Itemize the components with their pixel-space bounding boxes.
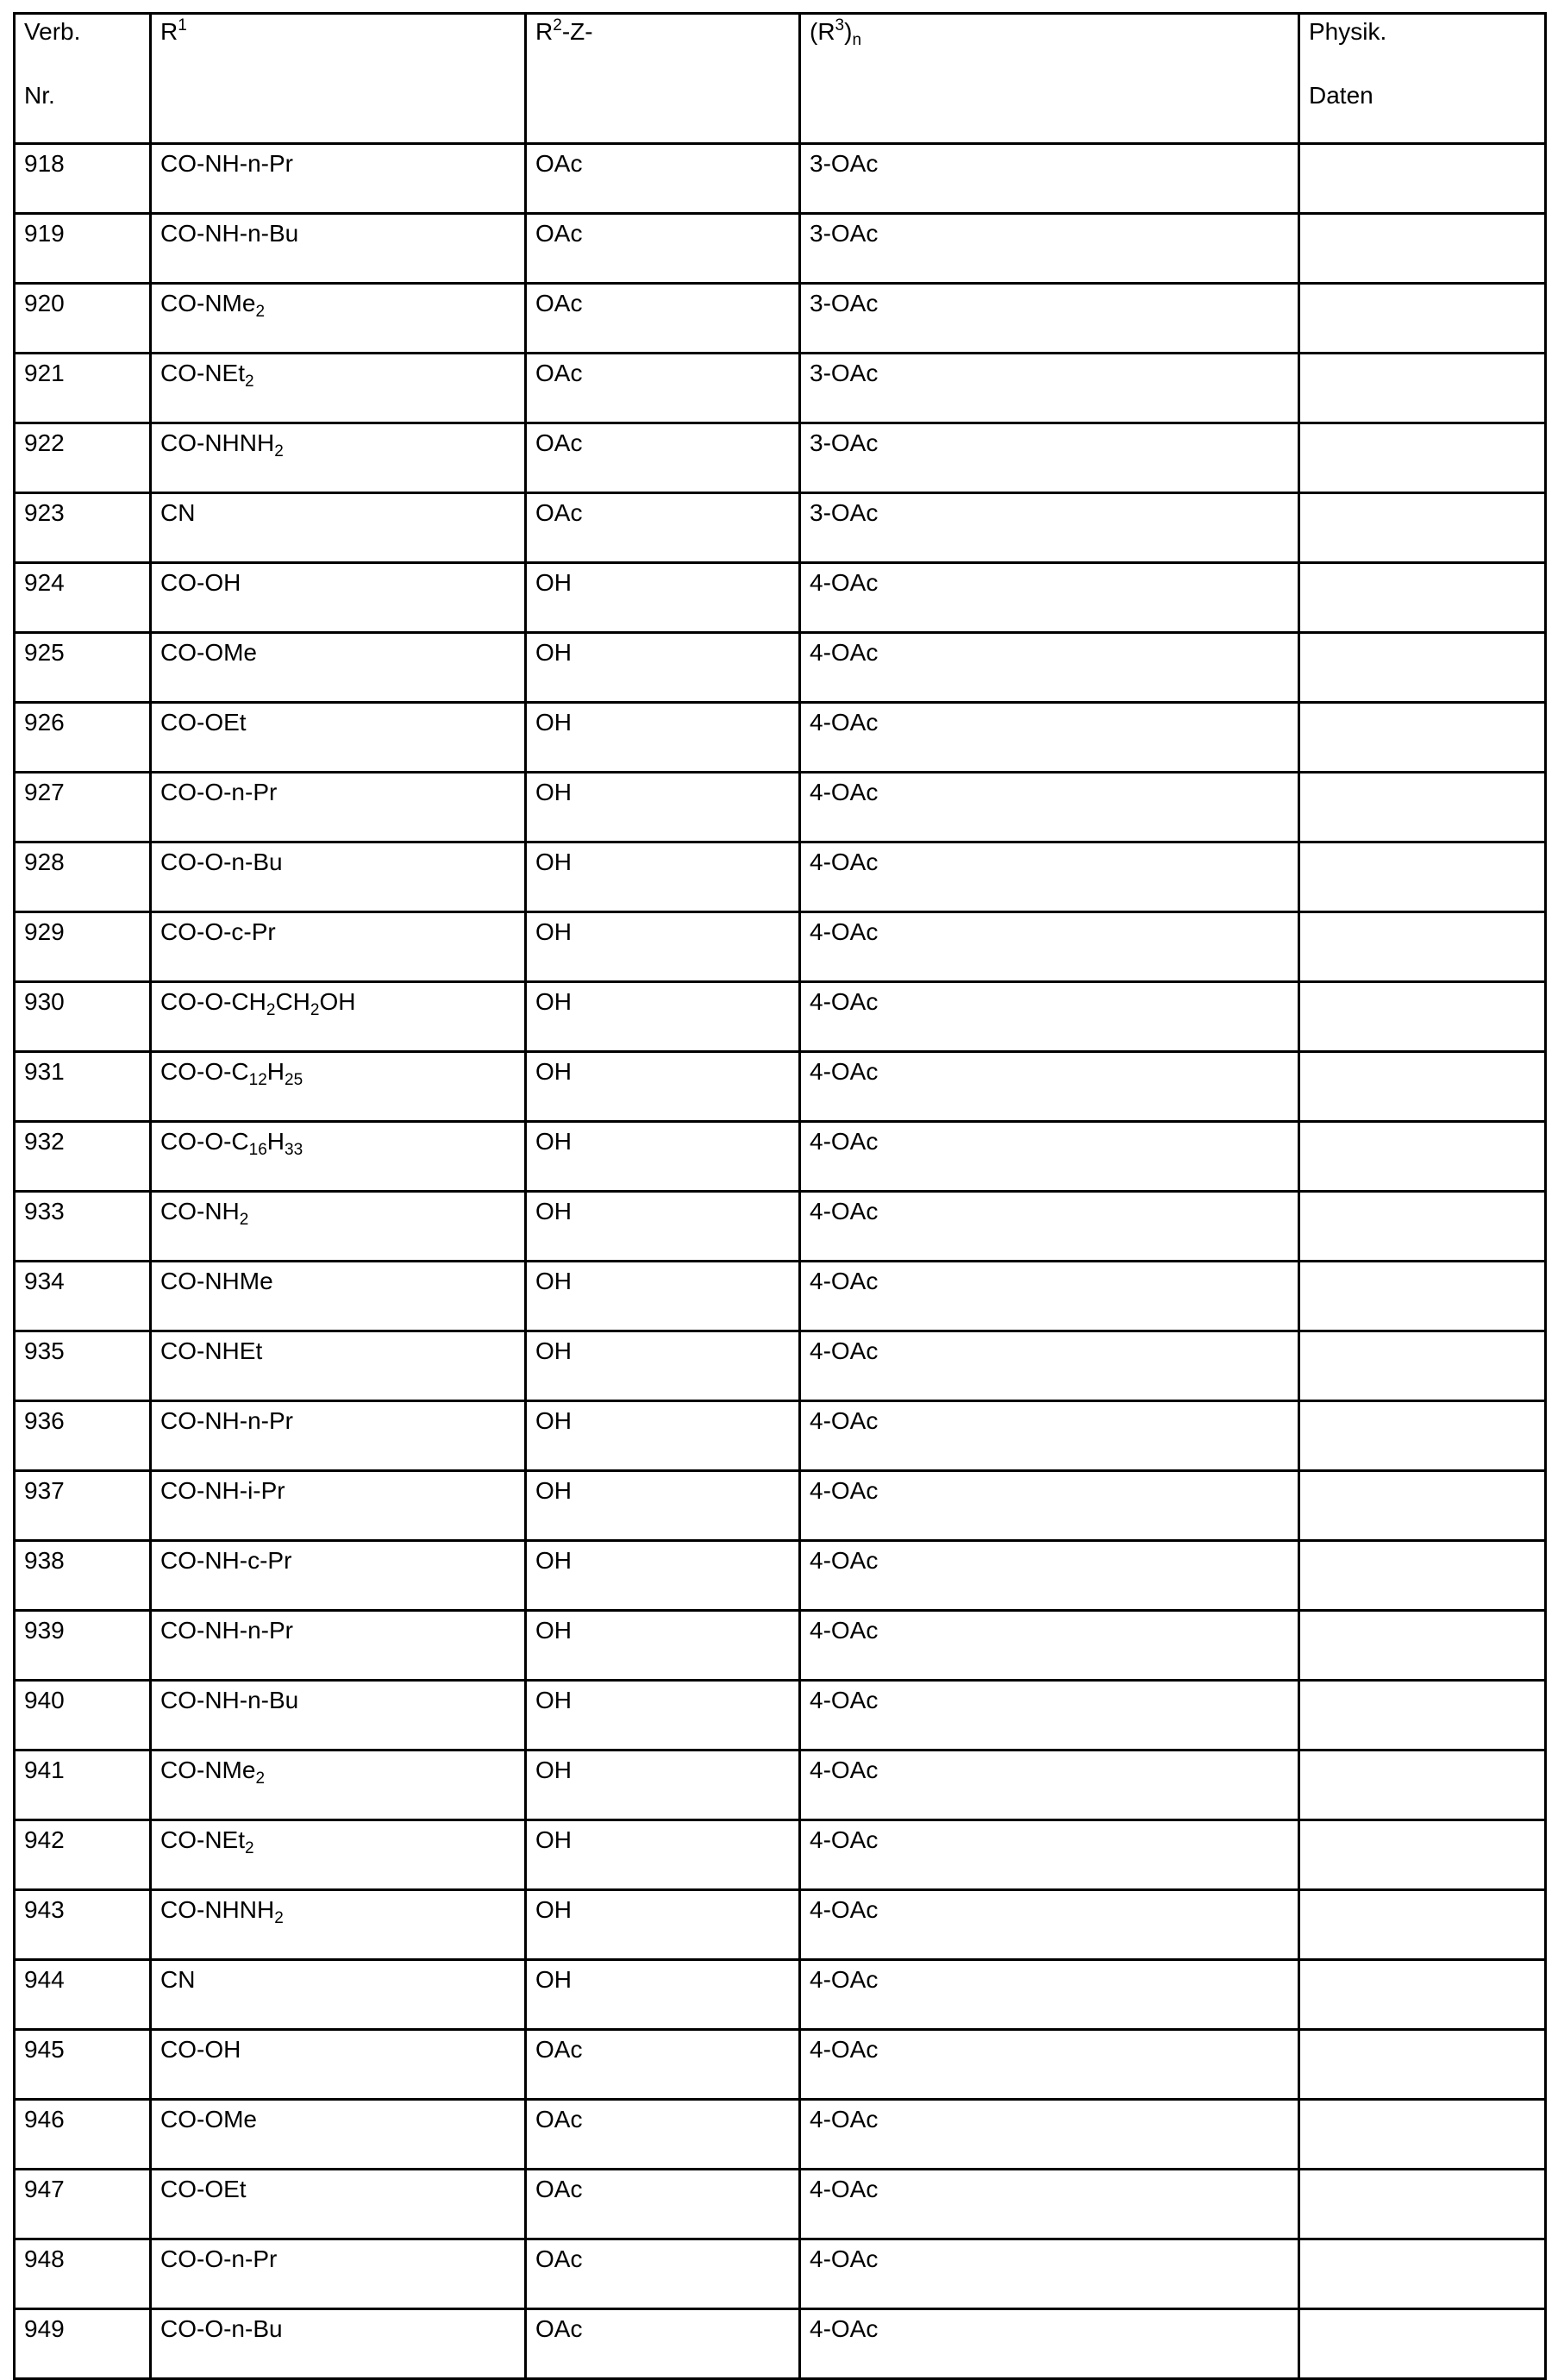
r1-text: CO-O-CH — [160, 988, 266, 1015]
cell-r2-z: OH — [526, 1262, 800, 1331]
table-row — [15, 2239, 1546, 2309]
cell-r3-n: 3-OAc — [800, 493, 1299, 563]
r1-text: CO-NH-n-Bu — [160, 220, 299, 247]
cell-physik-daten — [1299, 633, 1546, 703]
table-row — [15, 1262, 1546, 1331]
cell-r3-n: 4-OAc — [800, 1611, 1299, 1681]
r1-text: CO-NMe — [160, 290, 256, 316]
cell-r1 — [151, 1122, 526, 1192]
cell-r2-z: OAc — [526, 214, 800, 284]
cell-r3-n: 4-OAc — [800, 1541, 1299, 1611]
table-row — [15, 354, 1546, 423]
cell-physik-daten — [1299, 423, 1546, 493]
cell-r1 — [151, 1262, 526, 1331]
r1-text: CO-O-n-Bu — [160, 849, 283, 875]
r1-text: CO-NH — [160, 1198, 240, 1224]
table-row — [15, 842, 1546, 912]
cell-r1 — [151, 1541, 526, 1611]
cell-r1 — [151, 982, 526, 1052]
cell-physik-daten — [1299, 1262, 1546, 1331]
cell-physik-daten — [1299, 2170, 1546, 2239]
cell-verb-nr: 939 — [15, 1611, 151, 1681]
r1-text: CO-NEt — [160, 360, 245, 386]
cell-verb-nr: 919 — [15, 214, 151, 284]
cell-r1 — [151, 1052, 526, 1122]
r1-text: CO-OMe — [160, 639, 257, 666]
compound-table — [13, 12, 1547, 2380]
cell-r2-z: OH — [526, 1890, 800, 1960]
cell-r2-z: OAc — [526, 423, 800, 493]
table-row — [15, 284, 1546, 354]
header-r3n-mid: ) — [844, 18, 853, 45]
cell-verb-nr: 928 — [15, 842, 151, 912]
r1-text: CO-NMe — [160, 1757, 256, 1783]
header-r2z-after: -Z- — [561, 18, 593, 45]
cell-r1 — [151, 144, 526, 214]
header-verb-nr — [15, 14, 151, 144]
cell-r3-n: 4-OAc — [800, 2239, 1299, 2309]
r1-subscript: 33 — [285, 1141, 303, 1159]
r1-text: CO-OMe — [160, 2106, 257, 2133]
cell-r1 — [151, 563, 526, 633]
cell-r2-z: OH — [526, 1471, 800, 1541]
r1-text: CO-NH-n-Pr — [160, 1407, 293, 1434]
cell-verb-nr: 920 — [15, 284, 151, 354]
cell-verb-nr: 918 — [15, 144, 151, 214]
r1-text: CO-NHNH — [160, 1896, 275, 1923]
cell-r3-n: 4-OAc — [800, 982, 1299, 1052]
cell-verb-nr: 932 — [15, 1122, 151, 1192]
cell-r3-n: 4-OAc — [800, 1052, 1299, 1122]
header-r1-sup: 1 — [178, 16, 187, 34]
r1-subscript: 2 — [245, 1839, 254, 1857]
cell-r1 — [151, 633, 526, 703]
table-row — [15, 144, 1546, 214]
r1-text: CO-NH-n-Pr — [160, 1617, 293, 1644]
r1-text: CO-OEt — [160, 709, 247, 736]
table-row — [15, 1751, 1546, 1820]
cell-physik-daten — [1299, 284, 1546, 354]
r1-text: CO-NEt — [160, 1826, 245, 1853]
cell-r1 — [151, 214, 526, 284]
cell-verb-nr: 940 — [15, 1681, 151, 1751]
cell-verb-nr: 942 — [15, 1820, 151, 1890]
cell-r3-n: 4-OAc — [800, 1401, 1299, 1471]
cell-r3-n: 3-OAc — [800, 354, 1299, 423]
cell-r3-n: 4-OAc — [800, 1192, 1299, 1262]
r1-text: H — [266, 1058, 285, 1085]
table-row — [15, 423, 1546, 493]
table-row — [15, 633, 1546, 703]
table-row — [15, 982, 1546, 1052]
cell-verb-nr: 938 — [15, 1541, 151, 1611]
cell-r2-z: OH — [526, 773, 800, 842]
table-row — [15, 2170, 1546, 2239]
cell-r2-z: OH — [526, 633, 800, 703]
cell-r2-z: OAc — [526, 2170, 800, 2239]
cell-r3-n: 4-OAc — [800, 2100, 1299, 2170]
cell-verb-nr: 931 — [15, 1052, 151, 1122]
cell-verb-nr: 945 — [15, 2030, 151, 2100]
table-row — [15, 1401, 1546, 1471]
cell-r2-z: OH — [526, 1681, 800, 1751]
cell-verb-nr: 941 — [15, 1751, 151, 1820]
cell-physik-daten — [1299, 1192, 1546, 1262]
cell-r3-n: 4-OAc — [800, 633, 1299, 703]
r1-text: CO-O-C — [160, 1058, 249, 1085]
cell-r1 — [151, 1192, 526, 1262]
table-row — [15, 2030, 1546, 2100]
cell-r1 — [151, 1331, 526, 1401]
cell-verb-nr: 925 — [15, 633, 151, 703]
table-row — [15, 1331, 1546, 1401]
r1-text: CO-NH-c-Pr — [160, 1547, 292, 1574]
cell-r3-n: 4-OAc — [800, 773, 1299, 842]
cell-r1 — [151, 703, 526, 773]
cell-r3-n: 4-OAc — [800, 1331, 1299, 1401]
cell-r3-n: 4-OAc — [800, 703, 1299, 773]
cell-r2-z: OH — [526, 1331, 800, 1401]
cell-r3-n: 3-OAc — [800, 423, 1299, 493]
cell-physik-daten — [1299, 1541, 1546, 1611]
header-r2-z — [526, 14, 800, 144]
cell-r1 — [151, 1751, 526, 1820]
table-body — [15, 144, 1546, 2379]
cell-physik-daten — [1299, 773, 1546, 842]
r1-text: CO-O-n-Bu — [160, 2315, 283, 2342]
r1-subscript: 2 — [310, 1001, 320, 1019]
table-row — [15, 773, 1546, 842]
cell-r3-n: 4-OAc — [800, 2170, 1299, 2239]
cell-r2-z: OAc — [526, 354, 800, 423]
r1-subscript: 2 — [255, 1769, 266, 1788]
r1-subscript: 25 — [285, 1071, 303, 1089]
table-row — [15, 912, 1546, 982]
cell-r1 — [151, 423, 526, 493]
table-header — [15, 14, 1546, 144]
table-row — [15, 1192, 1546, 1262]
cell-verb-nr: 924 — [15, 563, 151, 633]
table-row — [15, 1960, 1546, 2030]
cell-physik-daten — [1299, 1890, 1546, 1960]
cell-r1 — [151, 2030, 526, 2100]
cell-r3-n: 4-OAc — [800, 1751, 1299, 1820]
cell-r2-z: OH — [526, 1401, 800, 1471]
cell-r2-z: OH — [526, 563, 800, 633]
cell-r2-z: OH — [526, 703, 800, 773]
r1-text: CO-NH-n-Bu — [160, 1687, 299, 1713]
header-verb-nr-line2: Nr. — [24, 82, 55, 109]
cell-r2-z: OH — [526, 1751, 800, 1820]
cell-physik-daten — [1299, 2309, 1546, 2379]
r1-text: CO-NHMe — [160, 1268, 273, 1294]
cell-physik-daten — [1299, 354, 1546, 423]
r1-subscript: 2 — [266, 1001, 276, 1019]
r1-subscript: 12 — [248, 1071, 267, 1089]
cell-r1 — [151, 773, 526, 842]
cell-verb-nr: 946 — [15, 2100, 151, 2170]
r1-subscript: 2 — [245, 373, 254, 391]
header-physik-line1: Physik. — [1309, 18, 1387, 45]
cell-physik-daten — [1299, 1820, 1546, 1890]
header-r3-n — [800, 14, 1299, 144]
cell-physik-daten — [1299, 2100, 1546, 2170]
r1-text: CO-O-n-Pr — [160, 779, 278, 805]
table-row — [15, 703, 1546, 773]
cell-r2-z: OH — [526, 1611, 800, 1681]
cell-physik-daten — [1299, 2239, 1546, 2309]
cell-r3-n: 3-OAc — [800, 144, 1299, 214]
table-row — [15, 493, 1546, 563]
table-row — [15, 2309, 1546, 2379]
r1-text: CN — [160, 1966, 196, 1993]
cell-verb-nr: 936 — [15, 1401, 151, 1471]
r1-text: CO-NHEt — [160, 1337, 263, 1364]
cell-r3-n: 4-OAc — [800, 1262, 1299, 1331]
cell-r1 — [151, 1960, 526, 2030]
cell-r2-z: OH — [526, 1052, 800, 1122]
header-verb-nr-line1: Verb. — [24, 18, 81, 45]
header-physik-daten — [1299, 14, 1546, 144]
cell-verb-nr: 922 — [15, 423, 151, 493]
cell-r2-z: OAc — [526, 284, 800, 354]
header-row — [15, 14, 1546, 144]
header-physik-line2: Daten — [1309, 82, 1373, 109]
cell-r2-z: OAc — [526, 2239, 800, 2309]
cell-r3-n: 4-OAc — [800, 912, 1299, 982]
cell-physik-daten — [1299, 144, 1546, 214]
cell-r2-z: OH — [526, 842, 800, 912]
cell-r3-n: 4-OAc — [800, 2309, 1299, 2379]
r1-subscript: 2 — [274, 442, 284, 460]
cell-verb-nr: 923 — [15, 493, 151, 563]
cell-r2-z: OH — [526, 1122, 800, 1192]
cell-physik-daten — [1299, 1960, 1546, 2030]
header-r3n-pre: (R — [810, 18, 835, 45]
table-row — [15, 1122, 1546, 1192]
header-r1-base: R — [160, 18, 178, 45]
cell-r1 — [151, 1471, 526, 1541]
r1-text: OH — [319, 988, 356, 1015]
cell-verb-nr: 927 — [15, 773, 151, 842]
r1-text: CO-O-n-Pr — [160, 2245, 278, 2272]
cell-r3-n: 4-OAc — [800, 1890, 1299, 1960]
cell-r3-n: 4-OAc — [800, 1681, 1299, 1751]
r1-text: CO-OH — [160, 2036, 241, 2063]
cell-physik-daten — [1299, 2030, 1546, 2100]
cell-r1 — [151, 1681, 526, 1751]
cell-verb-nr: 926 — [15, 703, 151, 773]
cell-physik-daten — [1299, 563, 1546, 633]
header-r2z-sup: 2 — [553, 16, 562, 34]
cell-r2-z: OAc — [526, 2309, 800, 2379]
cell-physik-daten — [1299, 214, 1546, 284]
cell-r3-n: 4-OAc — [800, 1960, 1299, 2030]
cell-r3-n: 4-OAc — [800, 1122, 1299, 1192]
r1-subscript: 2 — [239, 1211, 249, 1229]
header-r3n-sup: 3 — [835, 16, 845, 34]
header-r3-n-label — [810, 15, 1298, 78]
cell-verb-nr: 948 — [15, 2239, 151, 2309]
r1-text: CO-OEt — [160, 2176, 247, 2202]
table-row — [15, 1890, 1546, 1960]
r1-text: CO-NH-n-Pr — [160, 150, 293, 177]
cell-r1 — [151, 2100, 526, 2170]
cell-verb-nr: 937 — [15, 1471, 151, 1541]
cell-physik-daten — [1299, 493, 1546, 563]
r1-text: CH — [275, 988, 310, 1015]
cell-verb-nr: 934 — [15, 1262, 151, 1331]
cell-r3-n: 4-OAc — [800, 1820, 1299, 1890]
cell-physik-daten — [1299, 1052, 1546, 1122]
header-r2-z-label — [535, 15, 798, 78]
cell-verb-nr: 949 — [15, 2309, 151, 2379]
cell-verb-nr: 933 — [15, 1192, 151, 1262]
cell-r2-z: OAc — [526, 493, 800, 563]
cell-physik-daten — [1299, 1611, 1546, 1681]
cell-verb-nr: 943 — [15, 1890, 151, 1960]
cell-r3-n: 3-OAc — [800, 284, 1299, 354]
cell-verb-nr: 935 — [15, 1331, 151, 1401]
cell-r1 — [151, 1890, 526, 1960]
cell-r1 — [151, 1820, 526, 1890]
cell-r1 — [151, 284, 526, 354]
header-r2z-base: R — [535, 18, 554, 45]
cell-r1 — [151, 2309, 526, 2379]
cell-physik-daten — [1299, 1122, 1546, 1192]
r1-text: CO-O-C — [160, 1128, 249, 1155]
cell-r3-n: 3-OAc — [800, 214, 1299, 284]
table-row — [15, 214, 1546, 284]
cell-r2-z: OH — [526, 1820, 800, 1890]
cell-r2-z: OH — [526, 1960, 800, 2030]
cell-r3-n: 4-OAc — [800, 563, 1299, 633]
r1-subscript: 16 — [248, 1141, 267, 1159]
cell-physik-daten — [1299, 1751, 1546, 1820]
table-row — [15, 1052, 1546, 1122]
cell-physik-daten — [1299, 982, 1546, 1052]
r1-text: CO-NHNH — [160, 429, 275, 456]
cell-r1 — [151, 912, 526, 982]
header-r1 — [151, 14, 526, 144]
r1-text: CN — [160, 499, 196, 526]
r1-text: CO-OH — [160, 569, 241, 596]
cell-physik-daten — [1299, 912, 1546, 982]
header-r3n-sub: n — [852, 31, 862, 49]
cell-r1 — [151, 1401, 526, 1471]
r1-text: CO-NH-i-Pr — [160, 1477, 285, 1504]
table-row — [15, 1681, 1546, 1751]
cell-physik-daten — [1299, 703, 1546, 773]
cell-r1 — [151, 2239, 526, 2309]
table-row — [15, 1820, 1546, 1890]
cell-physik-daten — [1299, 842, 1546, 912]
cell-physik-daten — [1299, 1471, 1546, 1541]
cell-verb-nr: 947 — [15, 2170, 151, 2239]
cell-r2-z: OH — [526, 982, 800, 1052]
r1-text: CO-O-c-Pr — [160, 918, 276, 945]
cell-physik-daten — [1299, 1331, 1546, 1401]
r1-subscript: 2 — [274, 1909, 284, 1927]
cell-r3-n: 4-OAc — [800, 2030, 1299, 2100]
cell-verb-nr: 921 — [15, 354, 151, 423]
table-row — [15, 1471, 1546, 1541]
cell-physik-daten — [1299, 1681, 1546, 1751]
cell-r1 — [151, 1611, 526, 1681]
cell-r1 — [151, 842, 526, 912]
header-r1-label — [160, 15, 524, 78]
cell-r1 — [151, 493, 526, 563]
cell-r2-z: OAc — [526, 144, 800, 214]
cell-r3-n: 4-OAc — [800, 842, 1299, 912]
table-row — [15, 1541, 1546, 1611]
cell-r2-z: OH — [526, 1541, 800, 1611]
r1-text: H — [266, 1128, 285, 1155]
table-row — [15, 563, 1546, 633]
cell-r2-z: OAc — [526, 2100, 800, 2170]
cell-r1 — [151, 354, 526, 423]
cell-r2-z: OH — [526, 912, 800, 982]
cell-r2-z: OH — [526, 1192, 800, 1262]
cell-verb-nr: 929 — [15, 912, 151, 982]
table-row — [15, 2100, 1546, 2170]
cell-verb-nr: 930 — [15, 982, 151, 1052]
cell-r3-n: 4-OAc — [800, 1471, 1299, 1541]
cell-r2-z: OAc — [526, 2030, 800, 2100]
cell-r1 — [151, 2170, 526, 2239]
cell-physik-daten — [1299, 1401, 1546, 1471]
cell-verb-nr: 944 — [15, 1960, 151, 2030]
table-row — [15, 1611, 1546, 1681]
r1-subscript: 2 — [255, 303, 266, 321]
